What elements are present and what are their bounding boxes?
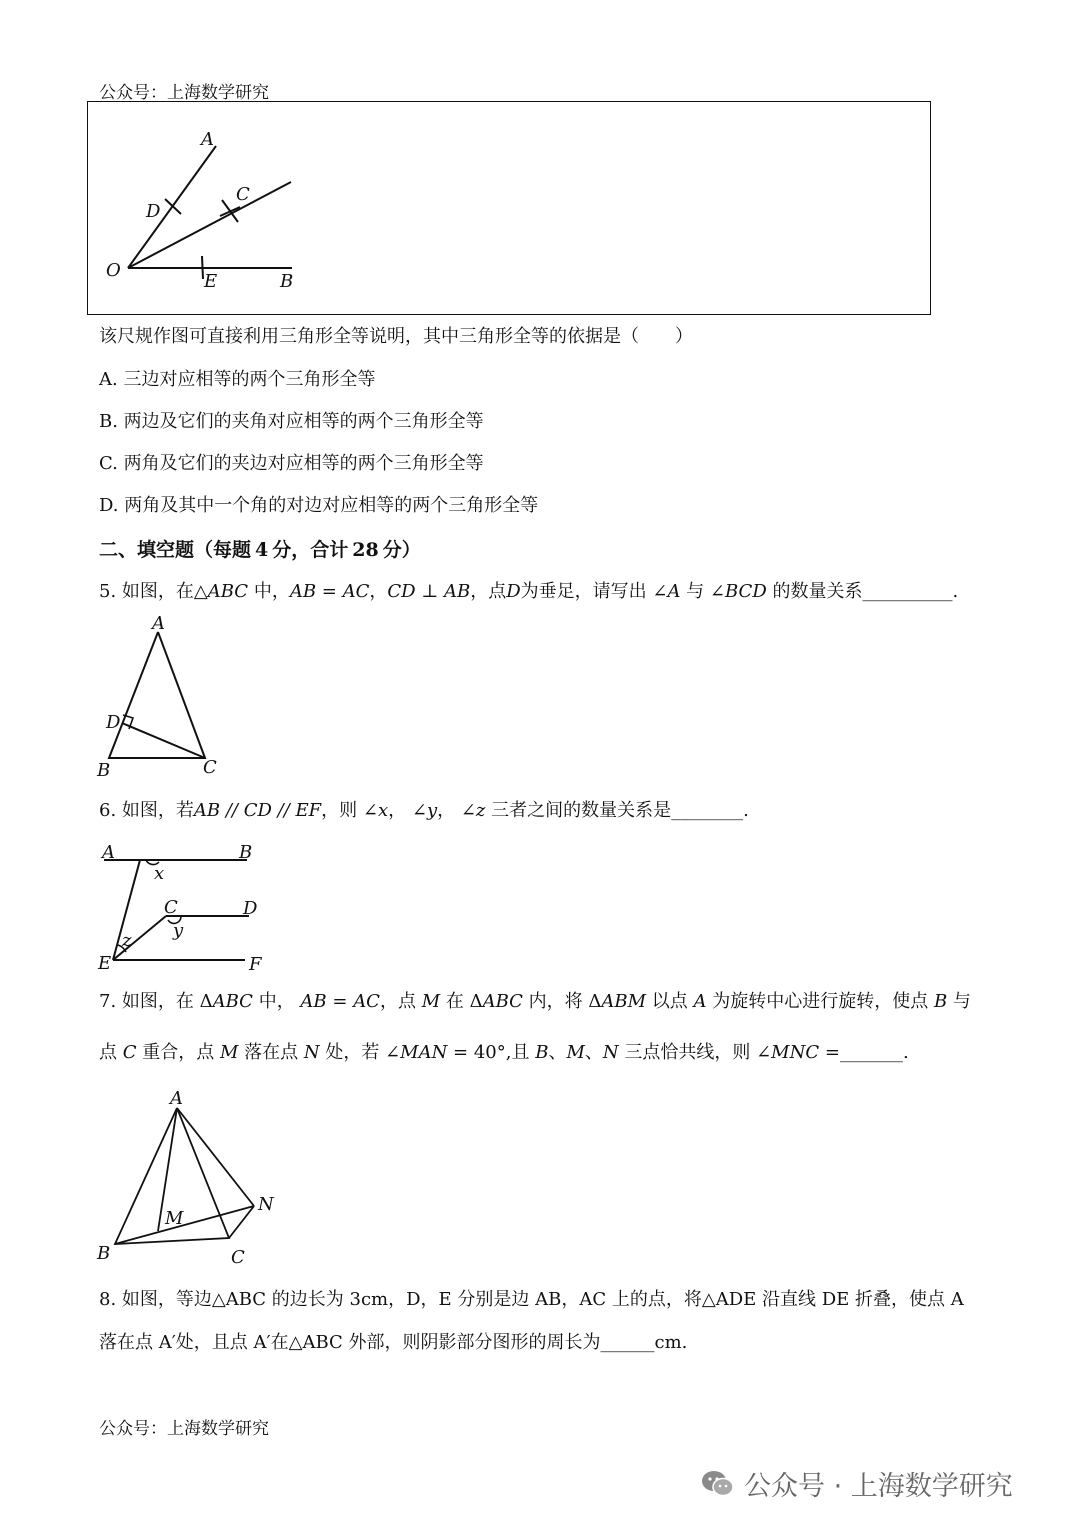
q6-label-x: x [154, 863, 165, 884]
page-header: 公众号：上海数学研究 [99, 83, 269, 103]
q6-label-a: A [102, 842, 115, 863]
q4-option-b: B. 两边及它们的夹角对应相等的两个三角形全等 [99, 411, 484, 432]
q4-label-b: B [280, 271, 294, 292]
q6-label-c: C [164, 897, 178, 918]
q6-stem: 6. 如图，若AB // CD // EF，则 ∠x， ∠y， ∠z 三者之间的数量关系是________. [99, 800, 749, 821]
q7-label-n: N [258, 1194, 274, 1215]
q4-option-d: D. 两角及其中一个角的对边对应相等的两个三角形全等 [99, 495, 539, 516]
q7-stem-line2: 点 C 重合，点 M 落在点 N 处，若 ∠MAN = 40°,且 B、M、N 三点恰共线，则 ∠MNC =_______. [99, 1042, 909, 1063]
q6-label-z: z [122, 930, 132, 951]
q5-label-b: B [97, 760, 111, 781]
q4-option-a: A. 三边对应相等的两个三角形全等 [99, 369, 376, 390]
q4-label-a: A [201, 129, 214, 150]
q6-label-y: y [173, 920, 184, 941]
q7-label-c: C [231, 1247, 245, 1268]
q5-label-c: C [203, 757, 217, 778]
q7-answer-blank: _______ [839, 1042, 903, 1063]
q4-label-e: E [204, 271, 218, 292]
q4-label-d: D [146, 201, 161, 222]
q6-label-d: D [243, 898, 258, 919]
q5-answer-blank: __________ [862, 581, 953, 602]
q5-stem: 5. 如图，在△ABC 中，AB = AC，CD ⊥ AB，点D为垂足，请写出 ∠A 与 ∠BCD 的数量关系__________. [99, 581, 959, 602]
q7-label-m: M [165, 1208, 184, 1229]
q5-label-d: D [106, 712, 121, 733]
q8-stem-line2: 落在点 A′处，且点 A′在△ABC 外部，则阴影部分图形的周长为______cm. [99, 1332, 688, 1353]
q7-label-b: B [97, 1243, 111, 1264]
q8-answer-blank: ______ [600, 1332, 655, 1353]
watermark-text: 公众号 · 上海数学研究 [744, 1471, 1013, 1502]
q4-stem: 该尺规作图可直接利用三角形全等说明，其中三角形全等的依据是（ ） [99, 326, 693, 347]
q4-label-c: C [236, 184, 250, 205]
q6-answer-blank: ________ [671, 800, 744, 821]
watermark [700, 1464, 1013, 1503]
q7-label-a: A [170, 1088, 183, 1109]
section2-title: 二、填空题（每题 4 分，合计 28 分） [99, 539, 421, 561]
q6-label-b: B [239, 842, 253, 863]
q4-option-c: C. 两角及它们的夹边对应相等的两个三角形全等 [99, 453, 484, 474]
q5-label-a: A [152, 613, 165, 634]
page-footer: 公众号：上海数学研究 [99, 1419, 269, 1439]
q6-label-e: E [98, 953, 112, 974]
wechat-icon [700, 1468, 736, 1500]
q6-label-f: F [249, 954, 262, 975]
q7-stem-line1: 7. 如图，在 ΔABC 中， AB = AC，点 M 在 ΔABC 内，将 ΔABM 以点 A 为旋转中心进行旋转，使点 B 与 [99, 991, 971, 1012]
q4-label-o: O [106, 260, 121, 281]
q8-stem-line1: 8. 如图，等边△ABC 的边长为 3cm，D，E 分别是边 AB，AC 上的点，将△ADE 沿直线 DE 折叠，使点 A [99, 1289, 964, 1310]
